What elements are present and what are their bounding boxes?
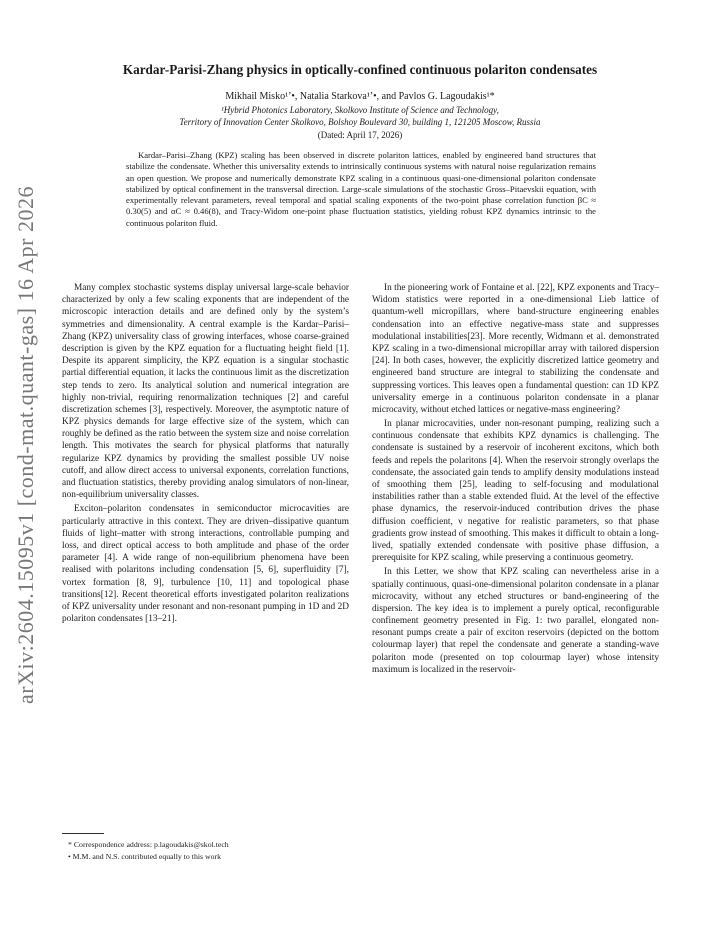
paper-title: Kardar-Parisi-Zhang physics in optically-confined continuous polariton condensates (122, 62, 598, 77)
right-paragraph-2: In planar microcavities, under non-resonant pumping, realizing such a continuous condensate that exhibits KPZ dynamics is challenging. The condensate is sustained by a reservoir of incoherent excitons, which both feeds and repels the polaritons [4]. When the reservoir strongly overlaps the condensate, the associated gain tends to amplify density modulations instead of smoothing them [25], leading to self-focusing and modulational instabilities rather than a stable extended fluid. At the level of the effective phase dynamics, the reservoir-induced contribution drives the phase diffusion coefficient, ν negative for realistic parameters, so that phase gradients grow instead of smoothing. This makes it difficult to obtain a long-lived, spatially extended condensate with positive phase diffusion, a prerequisite for KPZ scaling, while preserving a continuous geometry. (372, 419, 659, 564)
footnotes (62, 839, 352, 863)
right-paragraph-1: In the pioneering work of Fontaine et al. [22], KPZ exponents and Tracy–Widom statistics were reported in a one-dimensional Lieb lattice of quantum-well micropillars, where band-structure engineering enables condensation into an effective negative-mass state and suppresses modulational instabilities[23]. More recently, Widmann et al. demonstrated KPZ scaling in a two-dimensional micropillar array with tailored dispersion [24]. In both cases, however, the explicitly discretized lattice geometry and engineered band structure are integral to stabilizing the condensate and suppressing vortices. This leaves open a fundamental question: can 1D KPZ universality emerge in a continuous polariton condensate in a planar microcavity, without etched lattices or negative-mass engineering? (372, 283, 659, 415)
right-column (372, 282, 659, 678)
footnote-divider (62, 833, 104, 834)
affiliation-line-2: Territory of Innovation Center Skolkovo, Bolshoy Boulevard 30, building 1, 121205 Moscow, Russia (179, 117, 541, 127)
left-column (62, 282, 349, 627)
date-line: (Dated: April 17, 2026) (317, 130, 403, 140)
abstract: Kardar–Parisi–Zhang (KPZ) scaling has been observed in discrete polariton lattices, enabled by engineered band structures that stabilize the condensate. Whether this universality extends to intrinsically continuous systems with natural noise regularization remains an open question. We propose and numerically demonstrate KPZ scaling in a continuous quasi-one-dimensional polariton condensate stabilized by optical confinement in the transversal direction. Large-scale simulations of the stochastic Gross–Pitaevskii equation, with experimentally relevant parameters, reveal temporal and spatial scaling exponents of the two-point phase correlation function βC ≈ 0.30(5) and αC ≈ 0.46(8), and Tracy-Widom one-point phase fluctuation statistics, yielding robust KPZ dynamics intrinsic to the continuous polariton fluid. (126, 150, 596, 228)
affiliation (60, 104, 660, 128)
footnote-corresponding[interactable]: * Correspondence address: p.lagoudakis@skol.tech (68, 840, 229, 849)
author-list: Mikhail Misko¹ʼ•, Natalia Starkova¹ʼ•, and Pavlos G. Lagoudakis¹* (225, 91, 495, 102)
arxiv-identifier[interactable]: arXiv:2604.15095v1 [cond-mat.quant-gas] 16 Apr 2026 (13, 186, 38, 704)
right-paragraph-3: In this Letter, we show that KPZ scaling can nevertheless arise in a spatially continuous, quasi-one-dimensional polariton condensate in a planar microcavity, without any etched structures or band-engineering of the dispersion. The key idea is to implement a purely optical, reconfigurable confinement geometry presented in Fig. 1: two parallel, elongated non-resonant pumps create a pair of exciton reservoirs (depicted on the bottom colourmap layer) that repel the condensate and generate a standing-wave polariton mode (presented on top colourmap layer) whose intensity maximum is localized in the reservoir- (372, 567, 659, 675)
left-paragraph-1: Many complex stochastic systems display universal large-scale behavior characterized by only a few scaling exponents that are independent of the microscopic interaction details and are defined only by the system’s symmetries and dimensionality. A central example is the Kardar–Parisi–Zhang (KPZ) universality class of growing interfaces, whose coarse-grained description is given by the KPZ equation for a fluctuating height field [1]. Despite its apparent simplicity, the KPZ equation is a singular stochastic partial differential equation, it lacks the continuous limit as the discretization step tends to zero. Its analytical solution and numerical integration are highly non-trivial, requiring renormalization techniques [2] and careful discretization schemes [3], respectively. Moreover, the asymptotic nature of KPZ physics demands for large effective size of the system, which can roughly be defined as the ratio between the system size and noise correlation length. This motivates the search for physical platforms that naturally regularize KPZ dynamics by providing the smallest possible UV noise cutoff, and allow direct access to universal exponents, correlation functions, and fluctuation statistics, thereby providing analog simulators of non-linear, non-equilibrium universality classes. (62, 283, 349, 501)
arxiv-sidebar-stamp (6, 186, 46, 704)
footnote-equal-contribution: • M.M. and N.S. contributed equally to this work (68, 852, 222, 861)
affiliation-line-1: ¹Hybrid Photonics Laboratory, Skolkovo Institute of Science and Technology, (221, 105, 499, 115)
left-paragraph-2: Exciton–polariton condensates in semiconductor microcavities are particularly attractive in this context. They are driven–dissipative quantum fluids of light–matter with strong interactions, controllable pumping and loss, and direct optical access to both amplitude and phase of the order parameter [4]. A wide range of non-equilibrium phenomena have been realised with polaritons including condensation [5, 6], superfluidity [7], vortex formation [8, 9], turbulence [10, 11] and topological phase transitions[12]. Recent theoretical efforts investigated polariton realizations of KPZ universality under resonant and non-resonant pumping in 1D and 2D polariton condensates [13–21]. (62, 504, 349, 625)
